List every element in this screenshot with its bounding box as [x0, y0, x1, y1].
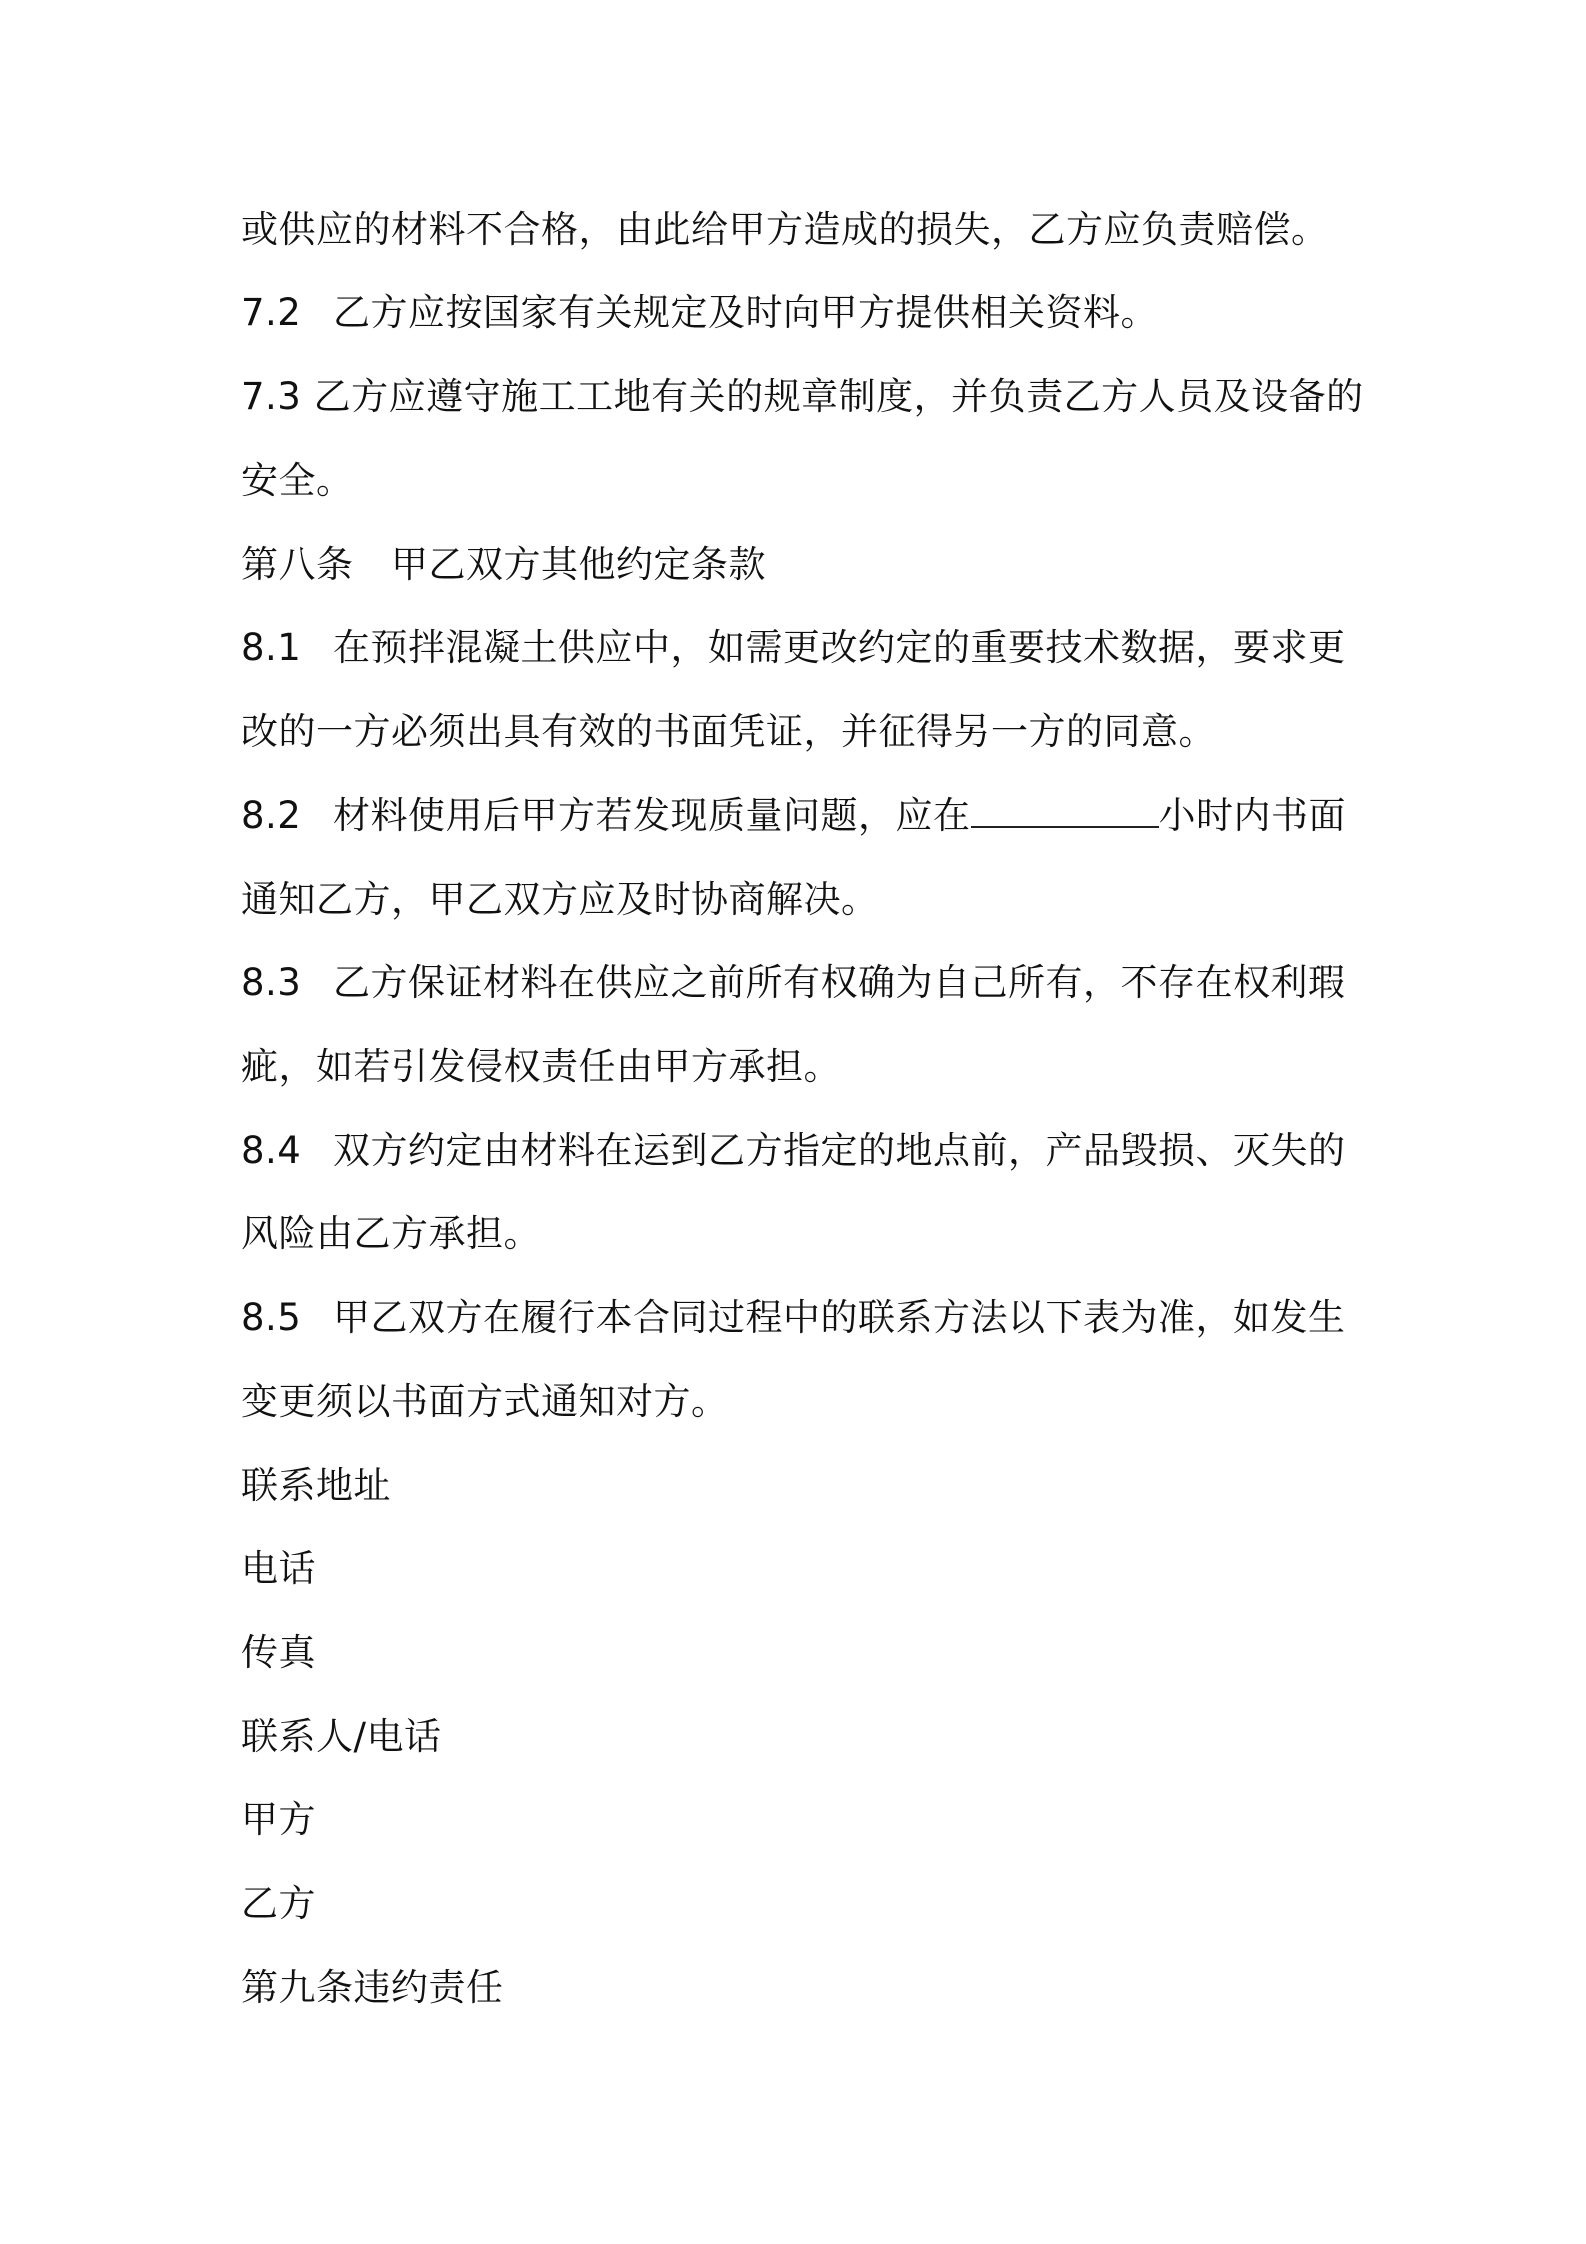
clause-7-3: 7.3 乙方应遵守施工工地有关的规章制度，并负责乙方人员及设备的 — [241, 375, 1364, 418]
party-b-label: 乙方 — [241, 1882, 316, 1925]
clause-text: 甲乙双方在履行本合同过程中的联系方法以下表为准，如发生 — [333, 1296, 1346, 1339]
clause-number: 8.3 — [241, 961, 302, 1004]
text-line-11: 疵，如若引发侵权责任由甲方承担。 — [241, 1045, 841, 1088]
clause-number: 7.2 — [241, 291, 302, 334]
fill-in-blank[interactable] — [971, 792, 1159, 828]
text-line-9: 通知乙方，甲乙双方应及时协商解决。 — [241, 878, 879, 921]
article-8-heading: 第八条 甲乙双方其他约定条款 — [241, 543, 766, 586]
fax-label: 传真 — [241, 1631, 316, 1674]
contact-address-label: 联系地址 — [241, 1464, 391, 1507]
clause-8-2 — [241, 791, 1346, 841]
clause-text-cont: 小时内书面 — [1158, 794, 1346, 837]
clause-8-1 — [241, 623, 1346, 673]
clause-8-5 — [241, 1293, 1346, 1343]
clause-number: 8.5 — [241, 1296, 302, 1339]
clause-text: 在预拌混凝土供应中，如需更改约定的重要技术数据，要求更 — [333, 626, 1346, 669]
text-line-13: 风险由乙方承担。 — [241, 1212, 541, 1255]
clause-8-4 — [241, 1126, 1346, 1176]
text-line-15: 变更须以书面方式通知对方。 — [241, 1380, 729, 1423]
contact-person-label: 联系人/电话 — [241, 1715, 442, 1758]
clause-number: 8.1 — [241, 626, 302, 669]
text-line-4: 安全。 — [241, 459, 354, 502]
clause-text: 乙方保证材料在供应之前所有权确为自己所有，不存在权利瑕 — [333, 961, 1346, 1004]
clause-7-2 — [241, 288, 1158, 338]
article-9-heading: 第九条违约责任 — [241, 1966, 504, 2009]
clause-text: 双方约定由材料在运到乙方指定的地点前，产品毁损、灭失的 — [333, 1129, 1346, 1172]
text-line-7: 改的一方必须出具有效的书面凭证，并征得另一方的同意。 — [241, 710, 1216, 753]
clause-text: 乙方应按国家有关规定及时向甲方提供相关资料。 — [333, 291, 1158, 334]
clause-8-3 — [241, 958, 1346, 1008]
clause-text: 材料使用后甲方若发现质量问题，应在 — [333, 794, 971, 837]
phone-label: 电话 — [241, 1547, 316, 1590]
clause-number: 8.2 — [241, 794, 302, 837]
party-a-label: 甲方 — [241, 1798, 316, 1841]
text-line-1: 或供应的材料不合格，由此给甲方造成的损失，乙方应负责赔偿。 — [241, 208, 1329, 251]
clause-number: 8.4 — [241, 1129, 302, 1172]
